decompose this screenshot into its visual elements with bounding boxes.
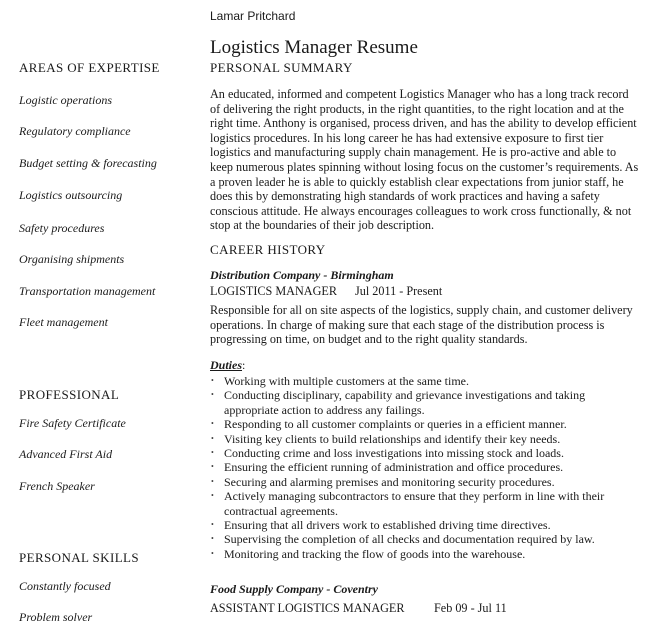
job2-title: ASSISTANT LOGISTICS MANAGER — [210, 601, 405, 615]
expertise-item: Organising shipments — [19, 252, 125, 266]
duty-item: • Conducting disciplinary, capability and grievance investigations and taking appropriate action to address any failings. — [211, 388, 611, 417]
duty-item: • Actively managing subcontractors to ensure that they perform in line with their contractual agreements. — [211, 489, 611, 518]
duty-item: • Working with multiple customers at the same time. — [211, 374, 611, 388]
expertise-item: Logistics outsourcing — [19, 188, 123, 202]
summary-heading: PERSONAL SUMMARY — [210, 60, 353, 75]
job1-description: Responsible for all on site aspects of the logistics, supply chain, and customer delivery operations. In charge of making sure that each stage of the distribution process is progressing on time, on budget and to the right quality standards. — [210, 303, 633, 347]
personal-skills-heading: PERSONAL SKILLS — [19, 550, 140, 565]
professional-heading: PROFESSIONAL — [19, 387, 120, 402]
professional-item: Fire Safety Certificate — [19, 416, 126, 430]
duties-label-row — [210, 358, 245, 373]
skill-item: Constantly focused — [19, 579, 111, 593]
job2-dates: Feb 09 - Jul 11 — [434, 601, 507, 615]
job1-title-row — [210, 284, 510, 299]
duty-item: • Ensuring the efficient running of administration and office procedures. — [211, 460, 611, 474]
job1-title: LOGISTICS MANAGER — [210, 284, 337, 298]
expertise-item: Budget setting & forecasting — [19, 156, 157, 170]
document-title: Logistics Manager Resume — [210, 37, 418, 58]
duty-item: • Visiting key clients to build relationships and identify their key needs. — [211, 432, 611, 446]
career-heading: CAREER HISTORY — [210, 242, 326, 257]
professional-item: Advanced First Aid — [19, 447, 113, 461]
expertise-heading: AREAS OF EXPERTISE — [19, 60, 160, 75]
duty-item: • Conducting crime and loss investigations into missing stock and loads. — [211, 446, 611, 460]
candidate-name: Lamar Pritchard — [210, 9, 296, 23]
expertise-item: Regulatory compliance — [19, 124, 131, 138]
expertise-item: Logistic operations — [19, 93, 113, 107]
duties-list — [211, 374, 611, 561]
duty-item: • Monitoring and tracking the flow of goods into the warehouse. — [211, 547, 611, 561]
skill-item: Problem solver — [19, 610, 93, 624]
duty-item: • Supervising the completion of all checks and documentation required by law. — [211, 532, 611, 546]
duty-item: • Ensuring that all drivers work to established driving time directives. — [211, 518, 611, 532]
duty-item: • Responding to all customer complaints or queries in a efficient manner. — [211, 417, 611, 431]
job1-company: Distribution Company - Birmingham — [210, 268, 394, 282]
summary-text: An educated, informed and competent Logistics Manager who has a long track record of delivering the right products, in the right quantities, to the right location and at the right time. Anthony is organised, process driven, and has the ability to develop efficient logistics procedures. In his long career he has had extensive exposure to first tier logistics and manufacturing supply chain management. He is pro-active and able to keep numerous plates spinning without losing focus on the customer’s requirements. As a proven leader he is able to quickly establish clear expectations from junior staff, he does this by demonstrating high standards of work practices and having a safety conscious attitude. He always encourages colleagues to work cross functionally, & not stop at the boundaries of their job description. — [210, 87, 639, 233]
job2-title-row — [210, 601, 530, 616]
job2-company: Food Supply Company - Coventry — [210, 582, 379, 596]
job1-dates: Jul 2011 - Present — [355, 284, 443, 298]
duties-label: Duties — [210, 358, 243, 372]
expertise-item: Transportation management — [19, 284, 156, 298]
duty-item: • Securing and alarming premises and monitoring security procedures. — [211, 475, 611, 489]
expertise-item: Fleet management — [19, 315, 108, 329]
duties-colon: : — [242, 358, 246, 372]
professional-item: French Speaker — [19, 479, 95, 493]
expertise-item: Safety procedures — [19, 221, 105, 235]
